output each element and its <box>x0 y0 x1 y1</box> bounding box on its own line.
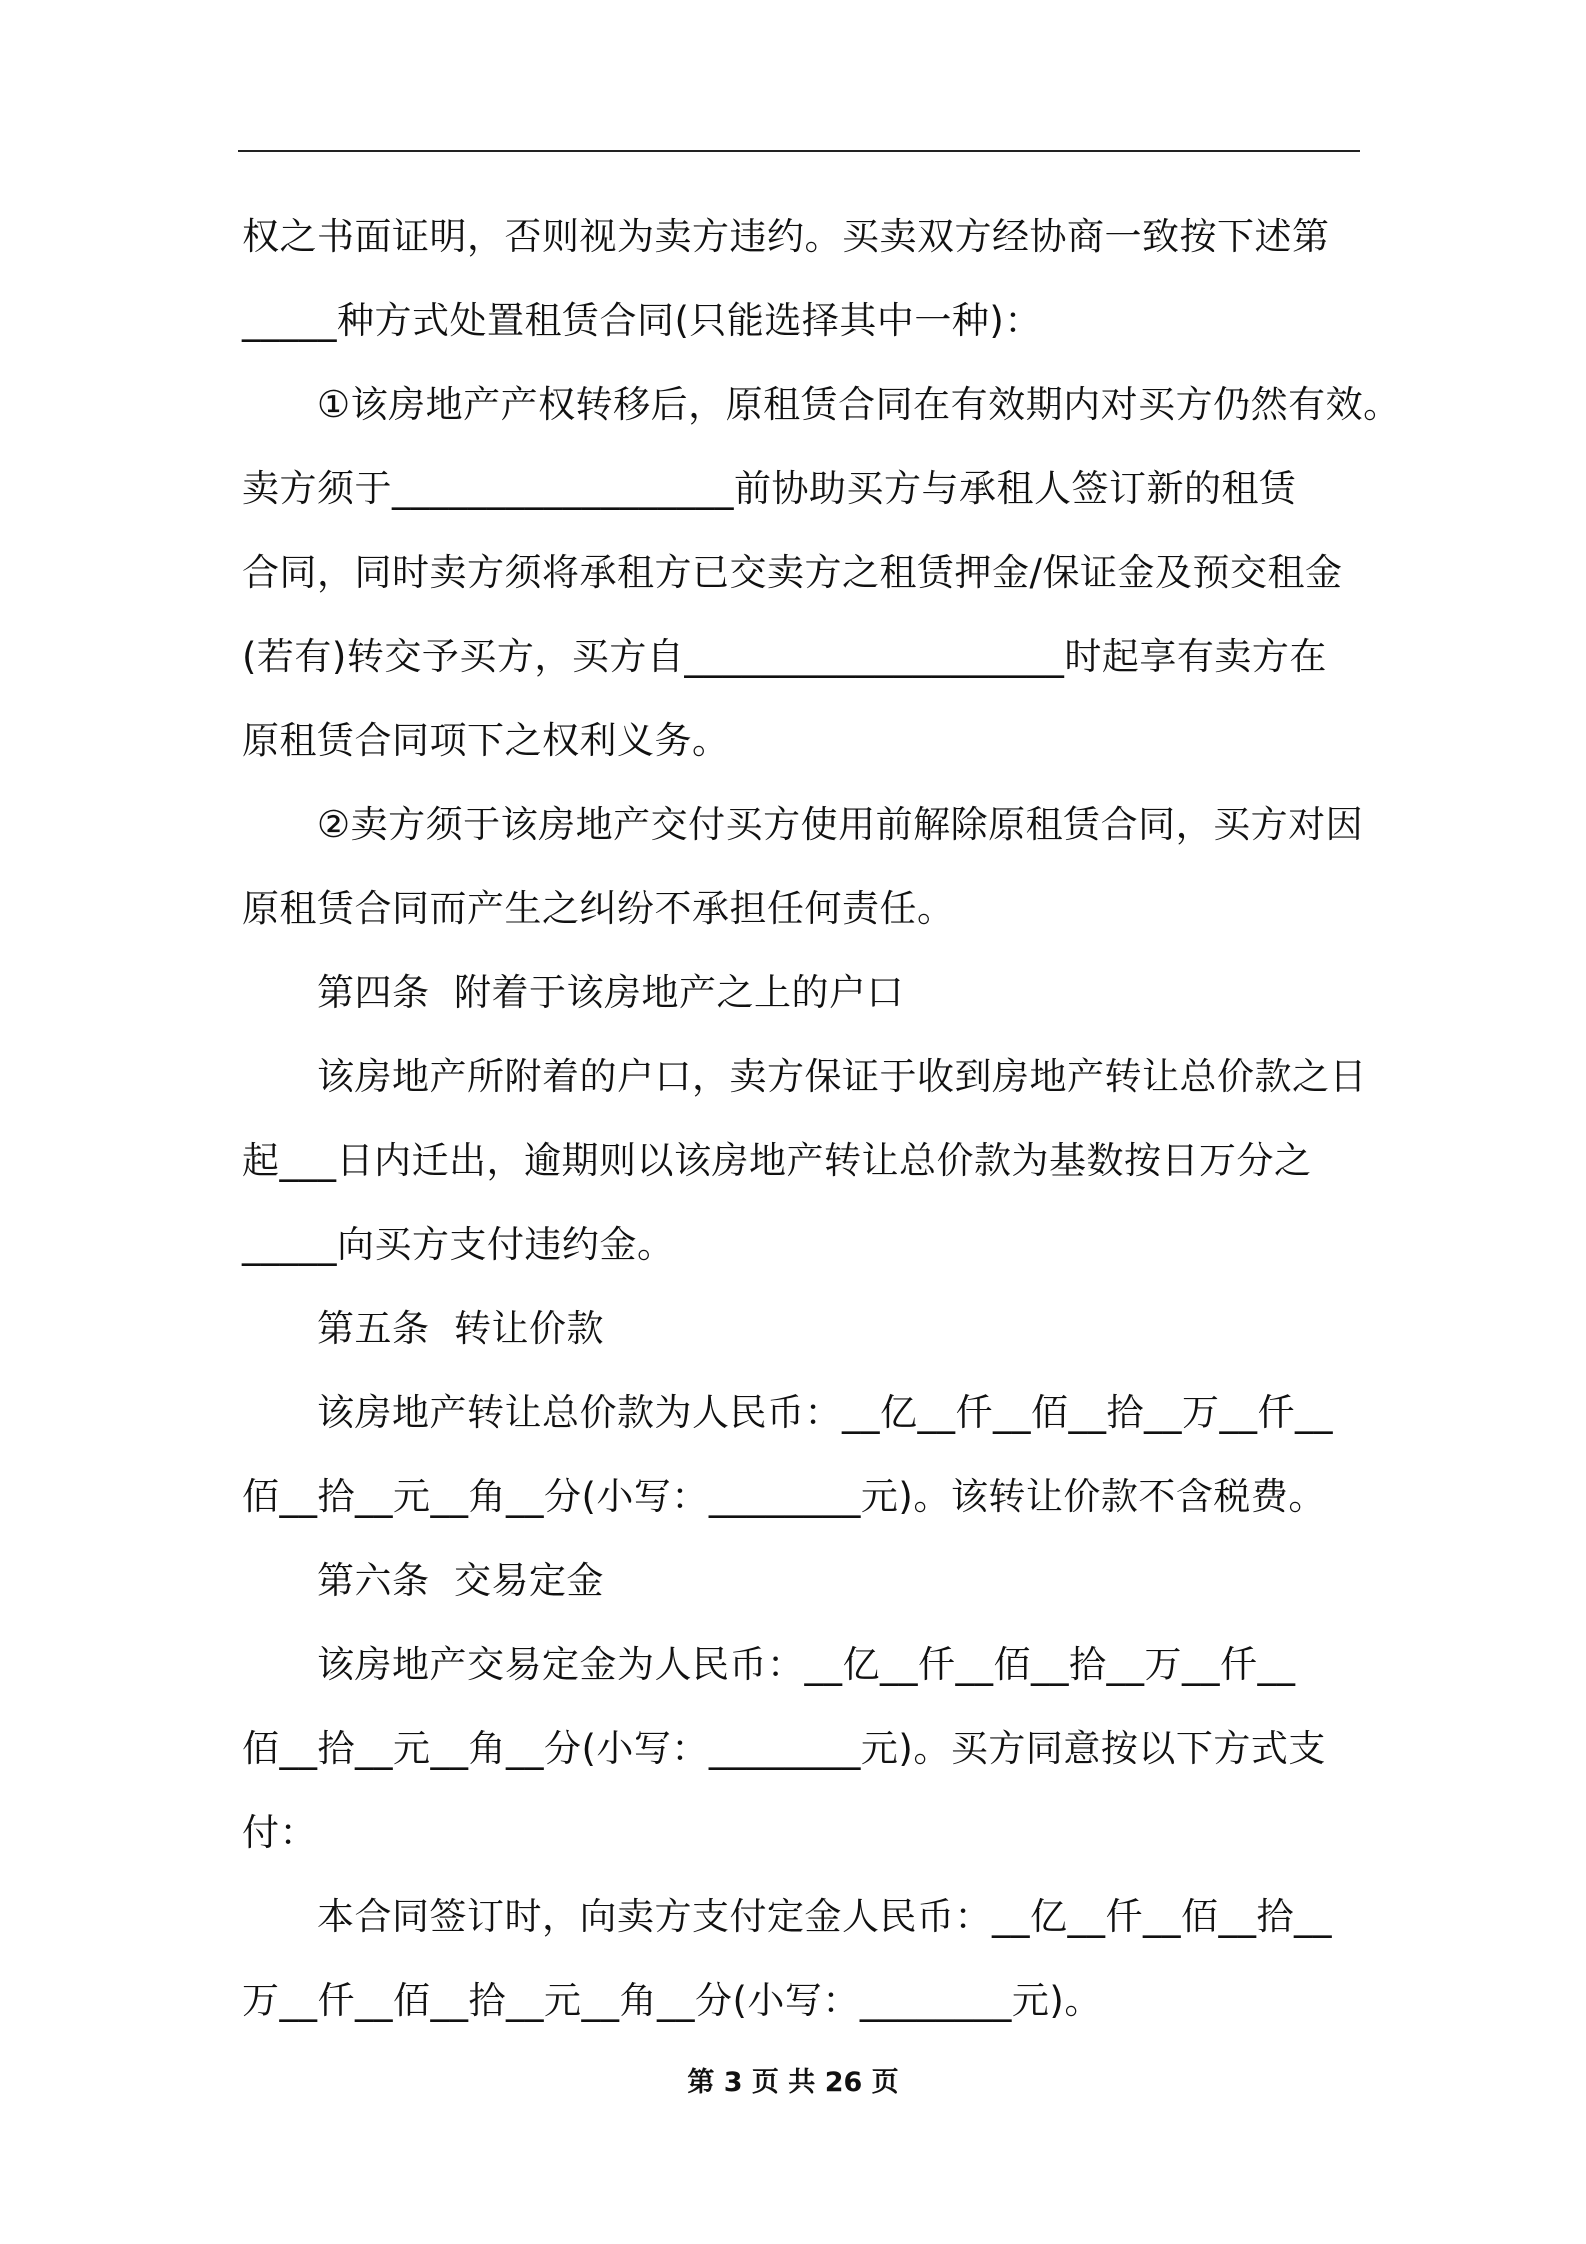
paragraph-line: _____向买方支付违约金。 <box>242 1223 675 1266</box>
paragraph-line: 该房地产所附着的户口，卖方保证于收到房地产转让总价款之日 <box>317 1055 1367 1098</box>
paragraph-line: ①该房地产产权转移后，原租赁合同在有效期内对买方仍然有效。 <box>317 383 1401 426</box>
paragraph-line: 万__仟__佰__拾__元__角__分(小写：________元)。 <box>242 1979 1102 2022</box>
paragraph-line: 卖方须于__________________前协助买方与承租人签订新的租赁 <box>242 467 1297 510</box>
header-rule <box>238 150 1360 152</box>
section-heading: 第四条 附着于该房地产之上的户口 <box>317 971 905 1014</box>
paragraph-line: 起___日内迁出，逾期则以该房地产转让总价款为基数按日万分之 <box>242 1139 1312 1182</box>
paragraph-line: 本合同签订时，向卖方支付定金人民币：__亿__仟__佰__拾__ <box>317 1895 1332 1938</box>
paragraph-line: 付： <box>242 1811 317 1854</box>
document-body <box>242 195 1401 2043</box>
paragraph-line: 合同，同时卖方须将承租方已交卖方之租赁押金/保证金及预交租金 <box>242 551 1343 594</box>
paragraph-line: 原租赁合同而产生之纠纷不承担任何责任。 <box>242 887 955 930</box>
paragraph-line: 佰__拾__元__角__分(小写：________元)。该转让价款不含税费。 <box>242 1475 1326 1518</box>
paragraph-line: 该房地产交易定金为人民币：__亿__仟__佰__拾__万__仟__ <box>317 1643 1296 1686</box>
paragraph-line: ②卖方须于该房地产交付买方使用前解除原租赁合同，买方对因 <box>317 803 1364 846</box>
paragraph-line: 权之书面证明，否则视为卖方违约。买卖双方经协商一致按下述第 <box>242 215 1330 258</box>
paragraph-line: _____种方式处置租赁合同(只能选择其中一种)： <box>242 299 1042 342</box>
paragraph-line: (若有)转交予买方，买方自____________________时起享有卖方在 <box>242 635 1327 678</box>
section-heading: 第五条 转让价款 <box>317 1307 605 1350</box>
paragraph-line: 佰__拾__元__角__分(小写：________元)。买方同意按以下方式支 <box>242 1727 1326 1770</box>
page-number-footer: 第 3 页 共 26 页 <box>687 2067 899 2098</box>
section-heading: 第六条 交易定金 <box>317 1559 605 1602</box>
paragraph-line: 原租赁合同项下之权利义务。 <box>242 719 730 762</box>
paragraph-line: 该房地产转让总价款为人民币：__亿__仟__佰__拾__万__仟__ <box>317 1391 1333 1434</box>
